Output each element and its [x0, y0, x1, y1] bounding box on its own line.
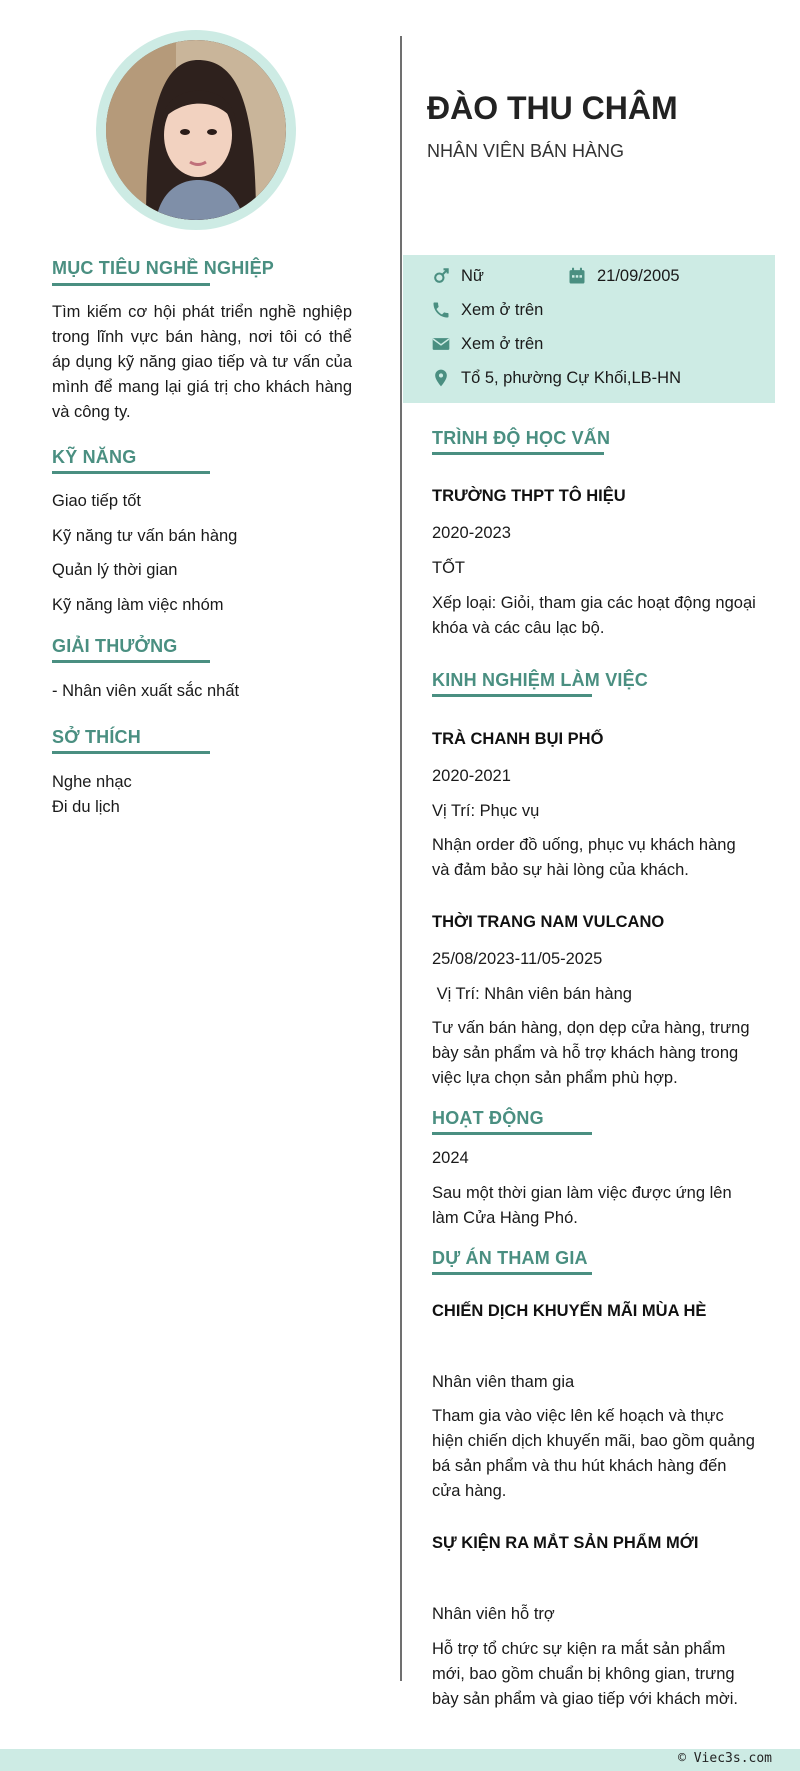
footer-bar — [0, 1749, 800, 1771]
gender-value: Nữ — [461, 266, 484, 285]
skill-item: Quản lý thời gian — [52, 561, 178, 579]
job-position: Vị Trí: Phục vụ — [432, 802, 540, 820]
education-grade: TỐT — [432, 559, 465, 577]
project-name: SỰ KIỆN RA MẮT SẢN PHẨM MỚI — [432, 1534, 699, 1552]
birthday-value: 21/09/2005 — [597, 266, 680, 285]
projects-underline — [432, 1272, 592, 1275]
activities-title: HOẠT ĐỘNG — [432, 1108, 544, 1128]
hobbies-title: SỞ THÍCH — [52, 727, 141, 747]
phone-icon — [430, 299, 452, 321]
contact-address — [430, 367, 681, 389]
activities-desc: Sau một thời gian làm việc được ứng lên làm Cửa Hàng Phó. — [432, 1184, 732, 1227]
education-title: TRÌNH ĐỘ HỌC VẤN — [432, 428, 611, 448]
projects-title: DỰ ÁN THAM GIA — [432, 1248, 588, 1268]
project-role: Nhân viên tham gia — [432, 1373, 575, 1391]
education-school: TRƯỜNG THPT TÔ HIỆU — [432, 487, 626, 505]
gender-icon — [430, 265, 452, 287]
activities-year: 2024 — [432, 1149, 469, 1167]
education-desc: Xếp loại: Giỏi, tham gia các hoạt động ngoại khóa và các câu lạc bộ. — [432, 594, 756, 637]
objective-text: Tìm kiếm cơ hội phát triển nghề nghiệp trong lĩnh vực bán hàng, nơi tôi có thể áp dụng kỹ năng giao tiếp và tư vấn của mình để mang lại giá trị cho khách hàng và công ty. — [52, 303, 352, 421]
skill-item: Kỹ năng tư vấn bán hàng — [52, 527, 238, 545]
hobby-item: Đi du lịch — [52, 798, 120, 816]
column-divider — [400, 36, 402, 1681]
job-desc: Tư vấn bán hàng, dọn dẹp cửa hàng, trưng bày sản phẩm và hỗ trợ khách hàng trong việc lựa chọn sản phẩm phù hợp. — [432, 1019, 750, 1087]
job-desc: Nhận order đồ uống, phục vụ khách hàng và đảm bảo sự hài lòng của khách. — [432, 836, 736, 879]
candidate-name: ĐÀO THU CHÂM — [427, 90, 678, 126]
awards-title: GIẢI THƯỞNG — [52, 636, 178, 656]
contact-birthday — [566, 265, 680, 287]
job-position: Vị Trí: Nhân viên bán hàng — [432, 985, 632, 1003]
skill-item: Kỹ năng làm việc nhóm — [52, 596, 224, 614]
objective-underline — [52, 283, 210, 286]
project-role: Nhân viên hỗ trợ — [432, 1605, 555, 1623]
award-item: - Nhân viên xuất sắc nhất — [52, 682, 240, 700]
contact-email — [430, 333, 543, 355]
objective-title: MỤC TIÊU NGHỀ NGHIỆP — [52, 258, 275, 278]
job-company: TRÀ CHANH BỤI PHỐ — [432, 730, 604, 748]
hobbies-underline — [52, 751, 210, 754]
map-pin-icon — [430, 367, 452, 389]
job-period: 25/08/2023-11/05-2025 — [432, 950, 603, 968]
job-company: THỜI TRANG NAM VULCANO — [432, 913, 665, 931]
project-desc: Tham gia vào việc lên kế hoạch và thực hiện chiến dịch khuyến mãi, bao gồm quảng bá sản phẩm và thu hút khách hàng đến cửa hàng. — [432, 1407, 755, 1500]
awards-underline — [52, 660, 210, 663]
experience-title: KINH NGHIỆM LÀM VIỆC — [432, 670, 649, 690]
contact-panel — [403, 255, 775, 403]
skills-underline — [52, 471, 210, 474]
avatar — [106, 40, 286, 220]
email-value: Xem ở trên — [461, 334, 544, 353]
contact-gender — [430, 265, 484, 287]
avatar-image — [106, 40, 286, 220]
education-underline — [432, 452, 604, 455]
activities-underline — [432, 1132, 592, 1135]
phone-value: Xem ở trên — [461, 300, 544, 319]
project-name: CHIẾN DỊCH KHUYẾN MÃI MÙA HÈ — [432, 1302, 707, 1320]
skills-title: KỸ NĂNG — [52, 447, 137, 467]
hobby-item: Nghe nhạc — [52, 773, 132, 791]
envelope-icon — [430, 333, 452, 355]
project-desc: Hỗ trợ tổ chức sự kiện ra mắt sản phẩm mới, bao gồm chuẩn bị không gian, trưng bày sản phẩm và giao tiếp với khách mời. — [432, 1640, 738, 1708]
education-period: 2020-2023 — [432, 524, 511, 542]
footer-watermark: © Viec3s.com — [678, 1751, 772, 1766]
contact-phone — [430, 299, 543, 321]
calendar-icon — [566, 265, 588, 287]
address-value: Tổ 5, phường Cự Khối,LB-HN — [461, 368, 682, 387]
experience-underline — [432, 694, 592, 697]
job-period: 2020-2021 — [432, 767, 511, 785]
candidate-role: NHÂN VIÊN BÁN HÀNG — [427, 141, 625, 161]
skill-item: Giao tiếp tốt — [52, 492, 141, 510]
